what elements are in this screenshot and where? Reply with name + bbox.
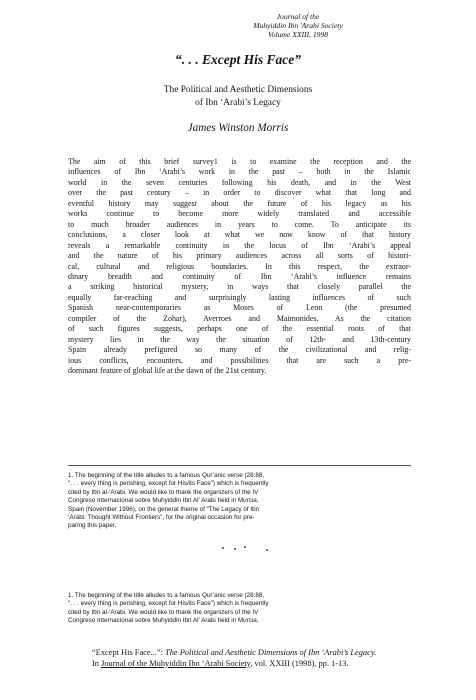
- article-title: “. . . Except His Face”: [175, 52, 301, 67]
- citation-volume: , vol. XXIII (1998), pp. 1-13.: [250, 658, 349, 668]
- footnote-line: cited by Ibn al-‘Arabi. We would like to thank the organizers of the IV: [68, 608, 259, 616]
- footnote-line: ‘Arabi: Thought Without Frontiers”, for the original occasion for pre-: [68, 514, 255, 522]
- scan-specks: [220, 545, 280, 553]
- citation-line: [92, 648, 476, 659]
- body-line: cal, cultural and religious boundaries. In this respect, the extraor-: [68, 261, 411, 271]
- footnote-line: 1. The beginning of the title alludes to a famous Qur’anic verse (28:88,: [68, 472, 265, 479]
- body-line: conclusions, a closer look at what we now know of that history: [68, 230, 411, 240]
- footnote-line: Congreso Internacional sobre Muhyiddin Ibn Al’ Arabi held in Murcia,: [68, 497, 259, 505]
- journal-header-line: Muhyiddin Ibn 'Arabi Society: [253, 21, 343, 30]
- body-line: Spanish near-contemporaries as Moses of Leon (the presumed: [68, 303, 411, 313]
- footnote-line: paring this paper.: [68, 522, 117, 530]
- footnote-duplicate: [68, 592, 411, 626]
- body-line: a striking historical mystery, in ways that closely parallel the: [68, 282, 411, 292]
- citation-short-title: “Except His Face...”:: [92, 648, 166, 657]
- body-line: world in the seven centuries following his death, and in the West: [68, 177, 411, 187]
- footnote-line: Congreso Internacional sobre Muhyiddin Ibn Al’ Arabi held in Murcia,: [68, 617, 259, 625]
- footnote-line: “. . . every thing is perishing, except for His/its Face”) which is frequently: [68, 480, 269, 488]
- body-line: Spain already prefigured so many of the civilizational and relig-: [68, 345, 411, 355]
- journal-header: [250, 12, 346, 39]
- body-line: dominant feature of global life at the dawn of the 21st century.: [68, 366, 267, 376]
- footnote-divider: [68, 465, 411, 466]
- journal-header-line: Volume XXIII, 1998: [267, 30, 329, 39]
- article-subtitle: [60, 84, 416, 109]
- footnote-line: “. . . every thing is perishing, except for His/its Face”) which is frequently: [68, 600, 269, 608]
- body-line: compiler of the Zohar), Averroes and Maimonides. As the citation: [68, 313, 411, 323]
- citation-block: [92, 648, 476, 669]
- body-line: ious conflicts, encounters, and possibilities that are such a pre-: [68, 355, 411, 365]
- body-line: of such figures suggests, perhaps one of the essential roots of that: [68, 324, 411, 334]
- citation-in: In: [92, 658, 102, 668]
- body-line: dinary breadth and continuity of Ibn ‘Arabi’s influence remains: [68, 271, 411, 281]
- footnote: [68, 472, 411, 531]
- subtitle-line: The Political and Aesthetic Dimensions: [163, 85, 313, 95]
- footnote-line: 1. The beginning of the title alludes to a famous Qur’anic verse (28:88,: [68, 592, 265, 599]
- citation-line: [92, 659, 476, 670]
- citation-full-title: The Political and Aesthetic Dimensions of Ibn ‘Arabi’s Legacy.: [165, 648, 377, 657]
- body-line: mystery lies in the way the situation of 12th- and 13th-century: [68, 334, 411, 344]
- body-line: eventful history may suggest about the future of his legacy as his: [68, 198, 411, 208]
- body-line: The aim of this brief survey1 is to examine the reception and the: [68, 157, 411, 166]
- body-line: equally far-reaching and surprisingly lasting influences of such: [68, 292, 411, 302]
- subtitle-line: of Ibn ‘Arabi’s Legacy: [195, 97, 281, 108]
- body-line: over the past century – in order to discover what that long and: [68, 188, 411, 198]
- citation-journal: Journal of the Muhyiddin Ibn ‘Arabi Society: [101, 658, 251, 668]
- body-line: works continue to become more widely translated and accessible: [68, 209, 411, 219]
- body-line: to much broader audiences in years to come. To anticipate its: [68, 219, 411, 229]
- journal-header-line: Journal of the: [276, 12, 320, 21]
- body-line: influences of Ibn ‘Arabi’s work in the past – both in the Islamic: [68, 167, 411, 177]
- body-line: and the nature of his primary audiences across all sorts of histori-: [68, 251, 411, 261]
- author-name: James Winston Morris: [187, 122, 289, 134]
- body-paragraph: [68, 157, 411, 377]
- footnote-line: cited by Ibn al-‘Arabi. We would like to thank the organizers of the IV: [68, 488, 259, 496]
- footnote-line: Spain (November 1996), on the general theme of “The Legacy of Ibn: [68, 505, 260, 513]
- body-line: reveals a remarkable continuity in the locus of Ibn ‘Arabi’s appeal: [68, 240, 411, 250]
